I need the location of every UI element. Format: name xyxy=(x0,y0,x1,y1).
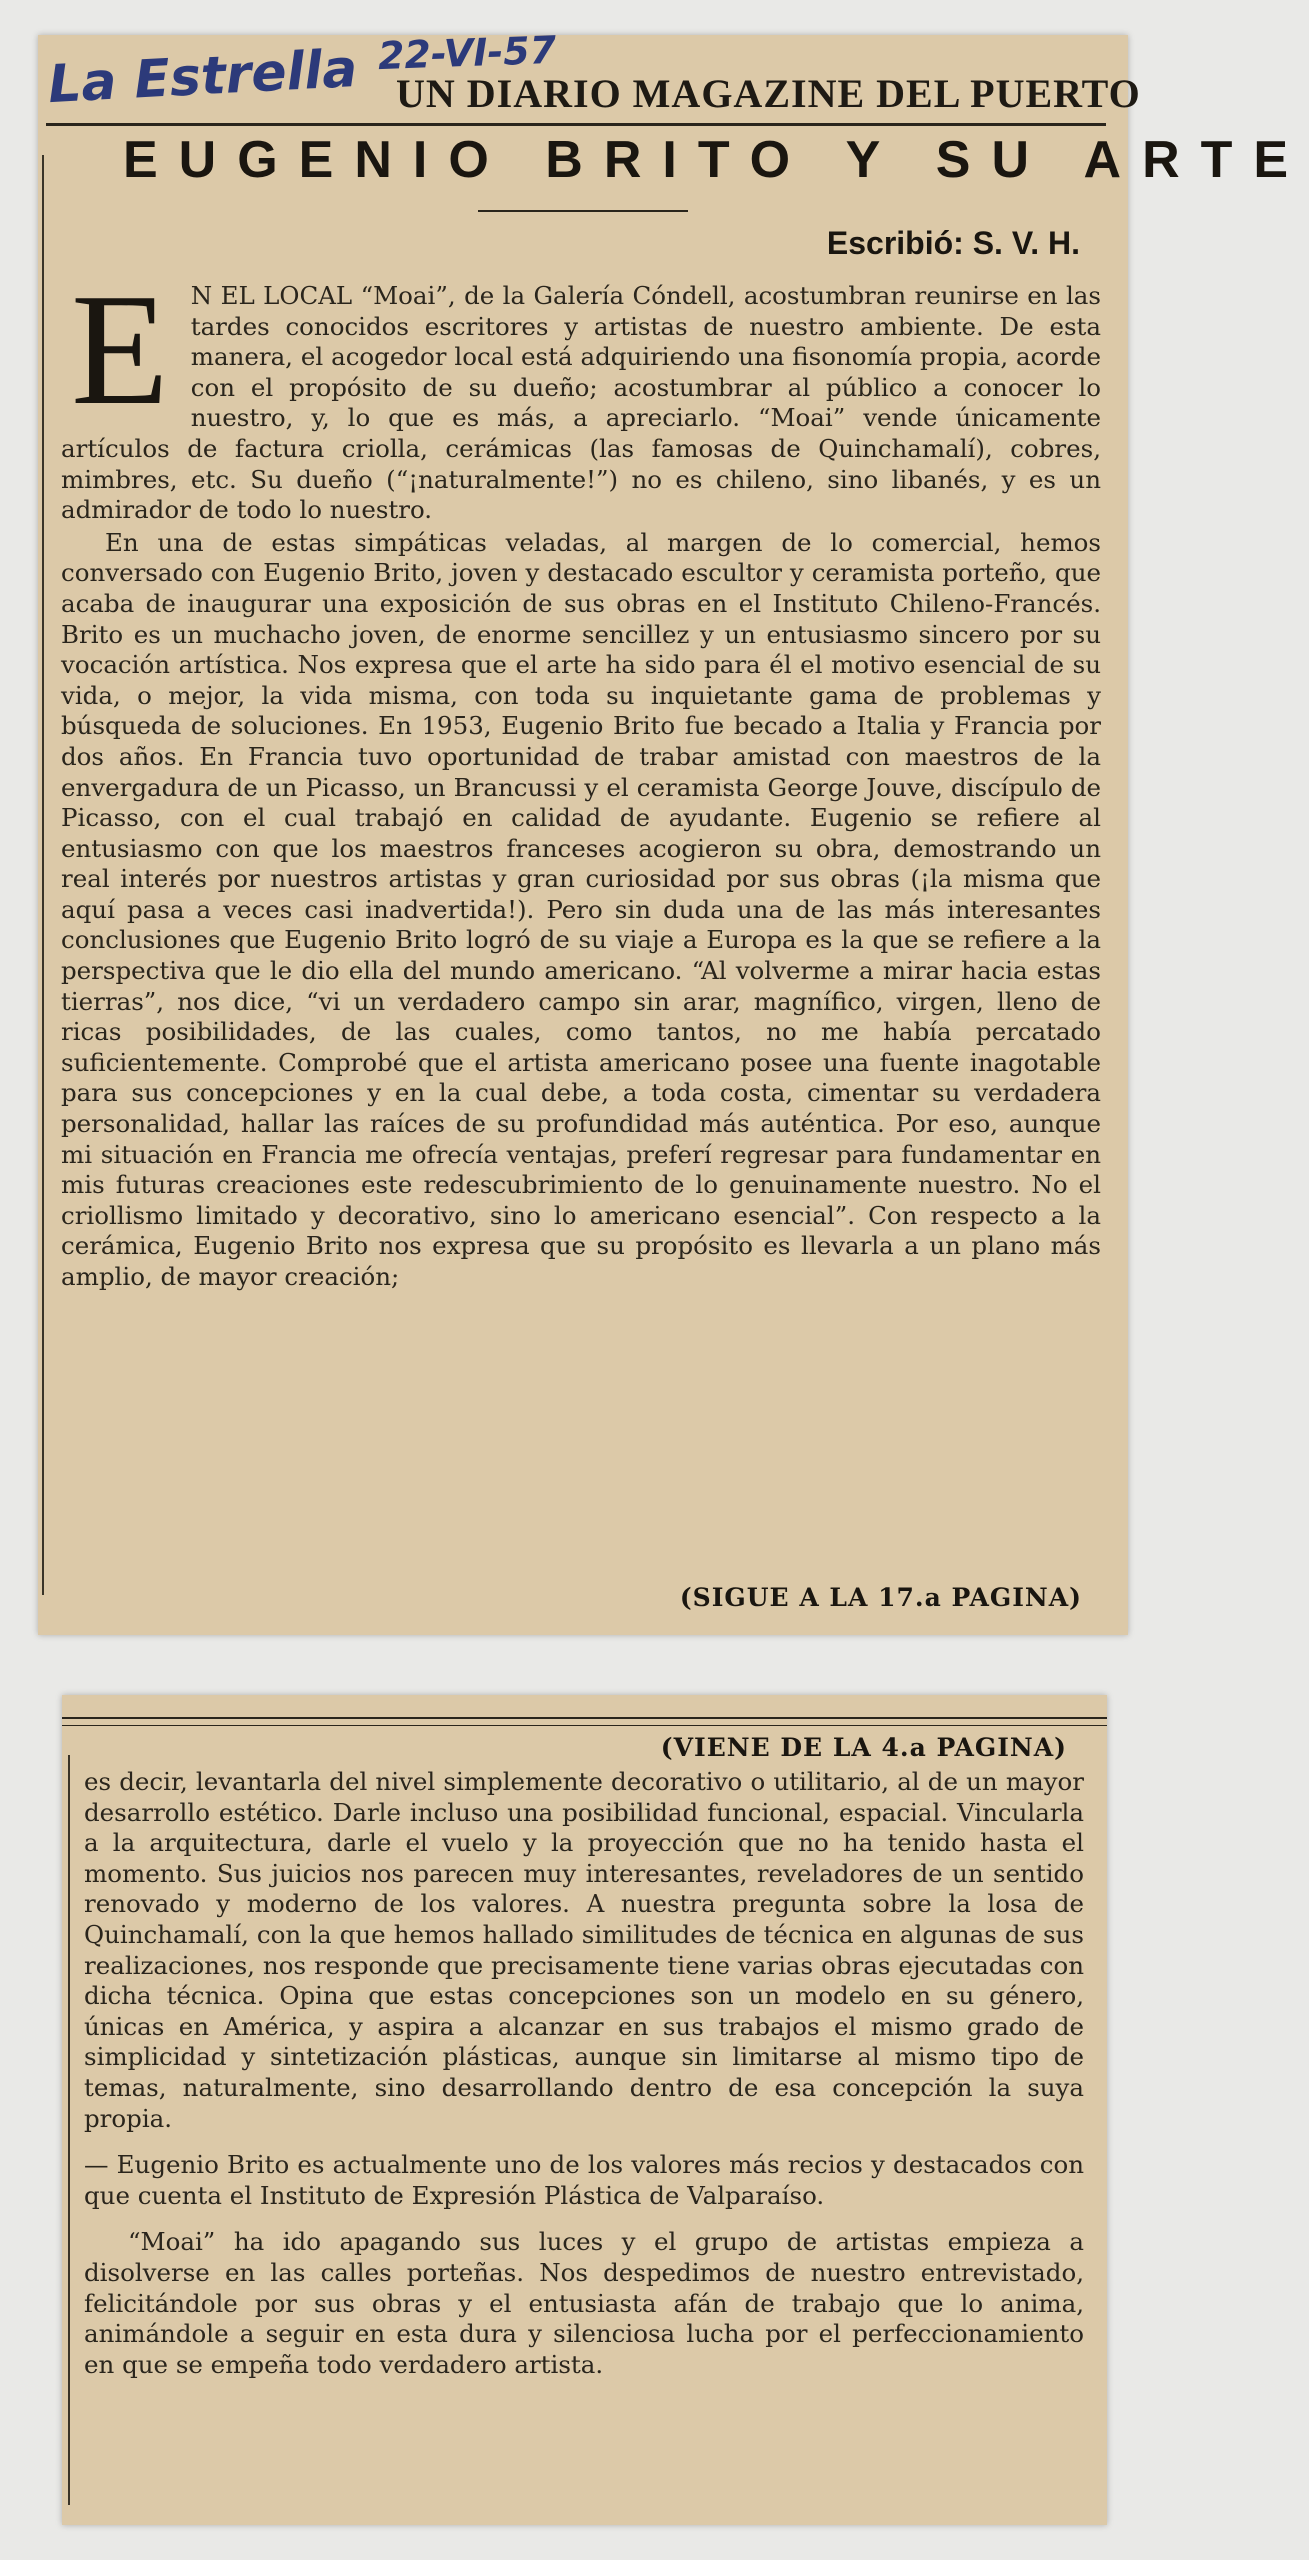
byline: Escribió: S. V. H. xyxy=(826,225,1080,261)
newspaper-clipping-bottom xyxy=(62,1695,1107,2525)
header-rule xyxy=(46,123,1106,126)
paragraph: N EL LOCAL “Moai”, de la Galería Cóndell, acostumbran reunirse en las tardes conocidos escritores y artistas de nuestro ambiente. De esta manera, el acogedor local está adquiriendo una fisonomía propia, acorde con el propósito de su dueño; acostumbrar al público a conocer lo nuestro, y, lo que es más, a apreciarlo. “Moai” vende únicamente artículos de factura criolla, cerámicas (las famosas de Quinchamalí), cobres, mimbres, etc. Su dueño (“¡naturalmente!”) no es chileno, sino libanés, y es un admirador de todo lo nuestro. xyxy=(61,281,1101,525)
paragraph: “Moai” ha ido apagando sus luces y el grupo de artistas empieza a disolverse en las calles porteñas. Nos despedimos de nuestro entrevistado, felicitándole por sus obras y el entusiasta afán de trabajo que lo anima, animándole a seguir en esta dura y silenciosa lucha por el perfeccionamiento en que se empeña todo verdadero artista. xyxy=(84,2227,1084,2379)
newspaper-header: UN DIARIO MAGAZINE DEL PUERTO xyxy=(396,71,1141,116)
paragraph: es decir, levantarla del nivel simplemente decorativo o utilitario, al de un mayor desarrollo estético. Darle incluso una posibilidad funcional, espacial. Vincularla a la arquitectura, darle el vuelo y la proyección que no ha tenido hasta el momento. Sus juicios nos parecen muy interesantes, reveladores de un sentido renovado y moderno de los valores. A nuestra pregunta sobre la losa de Quinchamalí, con la que hemos hallado similitudes de técnica en algunas de sus realizaciones, nos responde que precisamente tiene varias obras ejecutadas con dicha técnica. Opina que estas concepciones son un modelo en su género, únicas en América, y aspira a alcanzar en sus trabajos el mismo grado de simplicidad y sintetización plásticas, aunque sin limitarse al mismo tipo de temas, naturalmente, sino desarrollando dentro de esa concepción la suya propia. xyxy=(84,1767,1084,2133)
paragraph: — Eugenio Brito es actualmente uno de los valores más recios y destacados con que cuenta el Instituto de Expresión Plástica de Valparaíso. xyxy=(84,2150,1084,2210)
continued-from-notice: (VIENE DE LA 4.a PAGINA) xyxy=(660,1733,1067,1762)
top-rule-thin xyxy=(62,1725,1107,1726)
column-rule xyxy=(42,155,44,1595)
paragraph: En una de estas simpáticas veladas, al margen de lo comercial, hemos conversado con Eugenio Brito, joven y destacado escultor y ceramista porteño, que acaba de inaugurar una exposición de sus obras en el Instituto Chileno-Francés. Brito es un muchacho joven, de enorme sencillez y un entusiasmo sincero por su vocación artística. Nos expresa que el arte ha sido para él el motivo esencial de su vida, o mejor, la vida misma, con toda su inquietante gama de problemas y búsqueda de soluciones. En 1953, Eugenio Brito fue becado a Italia y Francia por dos años. En Francia tuvo oportunidad de trabar amistad con maestros de la envergadura de un Picasso, un Brancussi y el ceramista George Jouve, discípulo de Picasso, con el cual trabajó en calidad de ayudante. Eugenio se refiere al entusiasmo con que los maestros franceses acogieron su obra, demostrando un real interés por nuestros artistas y gran curiosidad por sus obras (¡la misma que aquí pasa a veces casi inadvertida!). Pero sin duda una de las más interesantes conclusiones que Eugenio Brito logró de su viaje a Europa es la que se refiere a la perspectiva que le dio ella del mundo americano. “Al volverme a mirar hacia estas tierras”, nos dice, “vi un verdadero campo sin arar, magnífico, virgen, lleno de ricas posibilidades, de las cuales, como tantos, no me había percatado suficientemente. Comprobé que el artista americano posee una fuente inagotable para sus concepciones y en la cual debe, a toda costa, cimentar su verdadera personalidad, hallar las raíces de su profundidad más auténtica. Por eso, aunque mi situación en Francia me ofrecía ventajas, preferí regresar para fundamentar en mis futuras creaciones este redescubrimiento de lo genuinamente nuestro. No el criollismo limitado y decorativo, sino lo americano esencial”. Con respecto a la cerámica, Eugenio Brito nos expresa que su propósito es llevarla a un plano más amplio, de mayor creación; xyxy=(61,527,1101,1291)
handwritten-paper-name: La Estrella xyxy=(46,38,359,116)
handwritten-date: 22-VI-57 xyxy=(377,27,557,79)
article-title: EUGENIO BRITO Y SU ARTE xyxy=(123,131,1309,189)
title-rule xyxy=(478,210,688,212)
continued-notice: (SIGUE A LA 17.a PAGINA) xyxy=(679,1583,1082,1612)
drop-cap: E xyxy=(71,260,169,438)
newspaper-clipping-top xyxy=(38,27,1309,1635)
top-rule xyxy=(62,1717,1107,1719)
column-rule xyxy=(68,1755,70,2505)
article-body-continued xyxy=(84,1767,1084,2380)
article-body xyxy=(61,260,1101,1293)
